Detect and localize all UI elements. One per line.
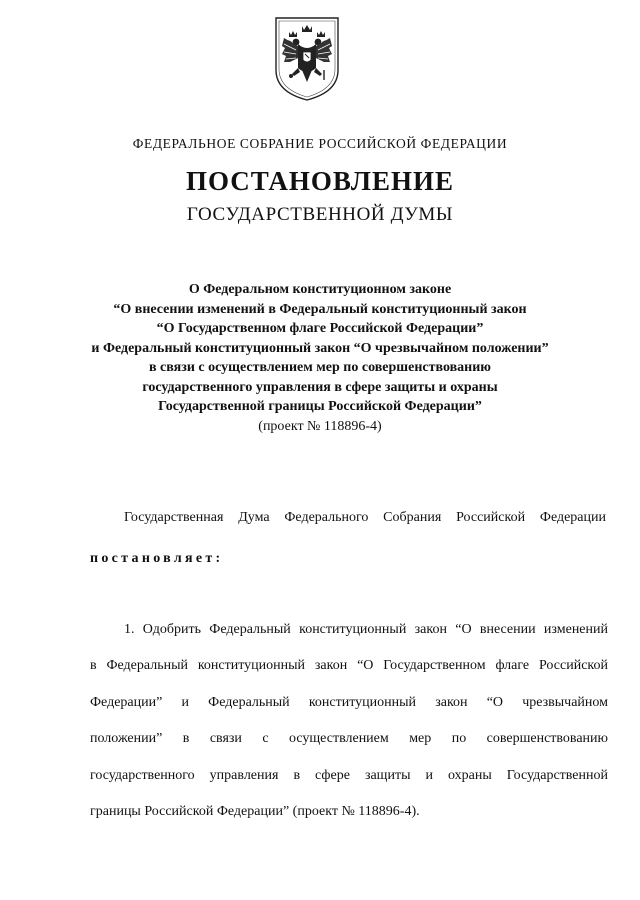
subject-line: “О внесении изменений в Федеральный конституционный закон (113, 301, 527, 317)
clause-line: Федерации” и Федеральный конституционный закон “О чрезвычайном (90, 694, 608, 710)
clause-line: границы Российской Федерации” (проект № 118896-4). (90, 803, 420, 819)
subject-line: Государственной границы Российской Федерации” (158, 399, 482, 414)
double-headed-eagle-emblem-icon (272, 12, 342, 102)
subject-line: в связи с осуществлением мер по совершенствованию (148, 360, 491, 375)
document-type-title: ПОСТАНОВЛЕНИЕ (185, 166, 455, 196)
organization-name: ФЕДЕРАЛЬНОЕ СОБРАНИЕ РОССИЙСКОЙ ФЕДЕРАЦИИ (132, 136, 508, 151)
clause-line: положении” в связи с осуществлением мер по совершенствованию (90, 731, 608, 747)
project-number: (проект № 118896-4) (258, 418, 382, 434)
subject-line: государственного управления в сфере защиты и охраны (142, 379, 498, 395)
preamble-text: Государственная Дума Федерального Собрания Российской Федерации (124, 510, 606, 525)
state-emblem-icon (272, 12, 342, 102)
issuing-body-name: ГОСУДАРСТВЕННОЙ ДУМЫ (186, 204, 454, 225)
resolution-subject (0, 280, 640, 436)
clause-1 (90, 620, 608, 838)
clause-line: в Федеральный конституционный закон “О Государственном флаге Российской (90, 658, 608, 674)
clause-line: государственного управления в сфере защиты и охраны Государственной (90, 767, 608, 783)
clause-line: 1. Одобрить Федеральный конституционный закон “О внесении изменений (124, 622, 608, 637)
subject-line: “О Государственном флаге Российской Федерации” (156, 321, 484, 336)
subject-line: и Федеральный конституционный закон “О чрезвычайном положении” (91, 340, 549, 356)
subject-line: О Федеральном конституционном законе (188, 282, 452, 297)
resolves-word: постановляет: (90, 551, 224, 566)
